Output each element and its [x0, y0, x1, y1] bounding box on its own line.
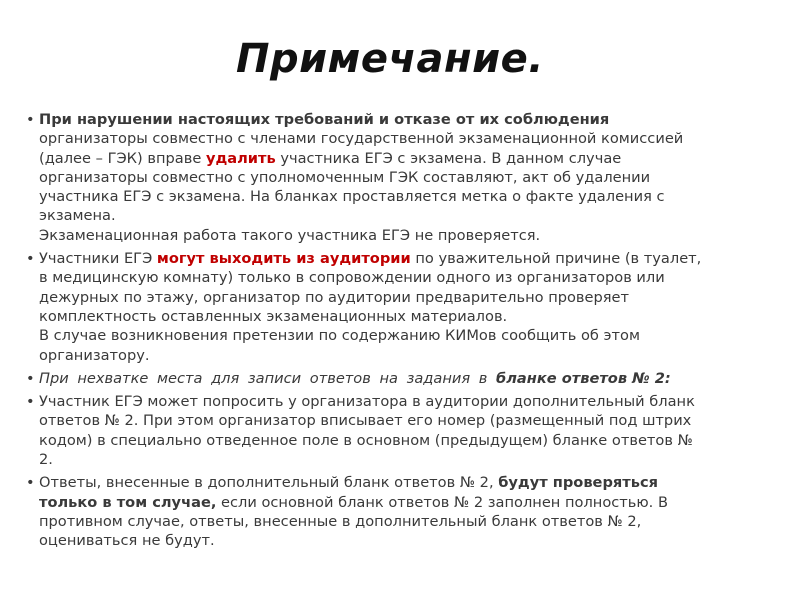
- text-line: [39, 149, 776, 168]
- text-line: Участник ЕГЭ может попросить у организатора в аудитории дополнительный бланк: [39, 393, 695, 411]
- text-line: комплектность оставленных экзаменационных материалов.: [39, 307, 508, 325]
- text-line: в медицинскую комнату) только в сопровождении одного из организаторов или: [39, 269, 665, 287]
- bold-text: только в том случае,: [39, 493, 217, 511]
- text-line: В случае возникновения претензии по содержанию КИМов сообщить об этом: [39, 327, 640, 345]
- text-line: [39, 369, 776, 388]
- bullet: •: [26, 111, 35, 128]
- text-line: При нарушении настоящих требований и отказе от их соблюдения: [39, 111, 610, 128]
- list-item: [24, 369, 776, 388]
- bullet: •: [26, 250, 35, 268]
- text-line: оцениваться не будут.: [39, 532, 215, 550]
- text-span: Участники ЕГЭ: [39, 250, 157, 268]
- text-line: кодом) в специально отведенное поле в основном (предыдущем) бланке ответов №: [39, 431, 693, 449]
- list-item: [24, 392, 776, 469]
- page-title: Примечание.: [236, 36, 544, 82]
- bullet: •: [26, 474, 35, 492]
- text-line: организаторы совместно с уполномоченным ГЭК составляют, акт об удалении: [39, 168, 651, 186]
- text-span: (далее – ГЭК) вправе: [39, 149, 206, 167]
- text-line: [39, 493, 776, 512]
- list-item: [24, 110, 776, 245]
- text-line: экзамена.: [39, 207, 116, 225]
- notes-list: [24, 110, 776, 555]
- highlight-text: могут выходить из аудитории: [156, 250, 411, 268]
- text-span: по уважительной причине (в туалет,: [410, 250, 702, 268]
- text-line: ответов № 2. При этом организатор вписывает его номер (размещенный под штрих: [39, 412, 692, 430]
- list-item: [24, 249, 776, 365]
- text-line: организаторы совместно с членами государственной экзаменационной комиссией: [39, 130, 684, 148]
- text-line: организатору.: [39, 346, 150, 364]
- bullet: •: [26, 369, 35, 387]
- bold-text: будут проверяться: [498, 474, 658, 492]
- text-span: Ответы, внесенные в дополнительный бланк ответов № 2,: [39, 474, 499, 492]
- text-span: если основной бланк ответов № 2 заполнен полностью. В: [216, 493, 668, 511]
- text-line: [39, 249, 776, 268]
- text-line: 2.: [39, 451, 53, 469]
- text-line: [39, 473, 776, 492]
- text-span: участника ЕГЭ с экзамена. В данном случае: [275, 149, 622, 167]
- bullet: •: [26, 393, 35, 411]
- highlight-text: удалить: [205, 149, 276, 167]
- list-item: [24, 473, 776, 550]
- text-line: участника ЕГЭ с экзамена. На бланках проставляется метка о факте удаления с: [39, 188, 665, 206]
- text-span: При нехватке места для записи ответов на задания в: [39, 369, 497, 387]
- text-line: противном случае, ответы, внесенные в дополнительный бланк ответов № 2,: [39, 512, 642, 530]
- text-line: Экзаменационная работа такого участника ЕГЭ не проверяется.: [39, 226, 541, 244]
- text-span: бланке ответов № 2:: [496, 369, 671, 387]
- text-line: дежурных по этажу, организатор по аудитории предварительно проверяет: [39, 288, 630, 306]
